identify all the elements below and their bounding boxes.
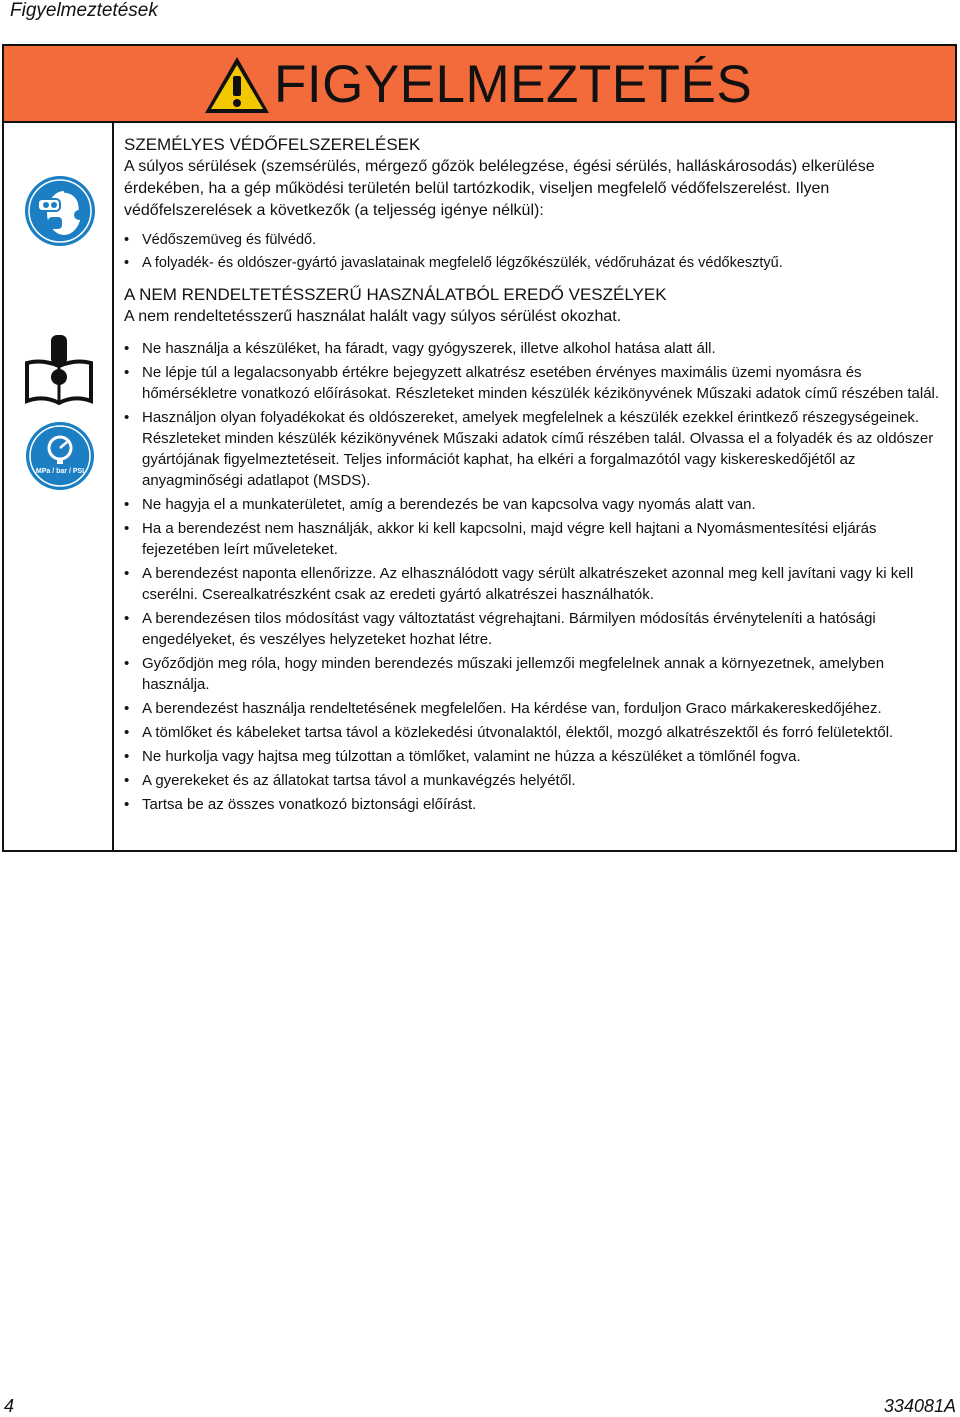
- warning-title: FIGYELMEZTETÉS: [274, 55, 753, 114]
- ppe-section-intro: A súlyos sérülések (szemsérülés, mérgező gőzök belélegzése, égési sérülés, halláskárosodás) elkerülése érdekében, ha a gép működési területén belül tartózkodik, viseljen megfelelő védőfelszerelést. Ilyen védőfelszerelések a következők (a teljesség igénye nélkül):: [124, 158, 875, 219]
- pressure-rating-icon: [25, 421, 95, 491]
- list-item: • A tömlőket és kábeleket tartsa távol a közlekedési útvonalaktól, élektől, mozgó alkatrészektől és forró felületektől.: [124, 722, 954, 743]
- warning-table: [2, 44, 957, 852]
- misuse-section: [124, 284, 954, 815]
- document-number: 334081A: [883, 1396, 956, 1416]
- warning-content: [124, 134, 954, 818]
- list-item: • Ne hurkolja vagy hajtsa meg túlzottan a tömlőket, valamint ne húzza a készüléket a tömlőnél fogva.: [124, 746, 954, 767]
- list-item: • A berendezésen tilos módosítást vagy változtatást végrehajtani. Bármilyen módosítás érvényteleníti a hatósági engedélyeket, és veszélyes helyzeteket hozhat létre.: [124, 608, 954, 650]
- misuse-section-intro: A nem rendeltetésszerű használat halált vagy súlyos sérülést okozhat.: [124, 308, 622, 325]
- list-item: • Tartsa be az összes vonatkozó biztonsági előírást.: [124, 794, 954, 815]
- misuse-section-title: A NEM RENDELTETÉSSZERŰ HASZNÁLATBÓL EREDŐ VESZÉLYEK: [124, 285, 667, 304]
- list-item: • A folyadék- és oldószer-gyártó javaslatainak megfelelő légzőkészülék, védőruházat és védőkesztyű.: [124, 253, 954, 274]
- list-item: • Ha a berendezést nem használják, akkor ki kell kapcsolni, majd végre kell hajtani a Nyomásmentesítési eljárás fejezetében leírt műveleteket.: [124, 518, 954, 560]
- list-item: • A berendezést naponta ellenőrizze. Az elhasználódott vagy sérült alkatrészeket azonnal meg kell javítani vagy ki kell cserélni. Cserealkatrészként csak az eredeti gyártó alkatrészei használhatók.: [124, 563, 954, 605]
- personal-protective-equipment-icon: [24, 175, 96, 247]
- ppe-list: [124, 230, 954, 274]
- running-header: Figyelmeztetések: [10, 0, 158, 21]
- list-item: • Védőszemüveg és fülvédő.: [124, 230, 954, 251]
- list-item: • Győződjön meg róla, hogy minden berendezés műszaki jellemzői megfelelnek annak a környezetnek, amelyben használja.: [124, 653, 954, 695]
- misuse-list: [124, 338, 954, 815]
- ppe-section: [124, 134, 954, 274]
- list-item: • Ne lépje túl a legalacsonyabb értékre bejegyzett alkatrész esetében érvényes maximális üzemi nyomásra és hőmérsékletre vonatkozó előírásokat. Részleteket minden készülék kézikönyvének Műszaki adatok című részében talál.: [124, 362, 954, 404]
- list-item: • Ne használja a készüléket, ha fáradt, vagy gyógyszerek, illetve alkohol hatása alatt áll.: [124, 338, 954, 359]
- warning-triangle-icon: [202, 54, 272, 116]
- icon-column: [4, 121, 114, 850]
- list-item: • Ne hagyja el a munkaterületet, amíg a berendezés be van kapcsolva vagy nyomás alatt van.: [124, 494, 954, 515]
- read-manual-icon: [24, 333, 94, 407]
- list-item: • A berendezést használja rendeltetésének megfelelően. Ha kérdése van, forduljon Graco márkakereskedőjéhez.: [124, 698, 954, 719]
- page-number: 4: [4, 1396, 15, 1416]
- warning-banner: [4, 46, 955, 123]
- pressure-units-label: MPa / bar / PSI: [35, 468, 85, 475]
- ppe-section-title: SZEMÉLYES VÉDŐFELSZERELÉSEK: [124, 135, 421, 154]
- list-item: • A gyerekeket és az állatokat tartsa távol a munkavégzés helyétől.: [124, 770, 954, 791]
- list-item: • Használjon olyan folyadékokat és oldószereket, amelyek megfelelnek a készülék ezekkel érintkező részegységeinek. Részleteket minden készülék kézikönyvének Műszaki adatok című részében talál. Olvassa el a folyadék és az oldószer gyártójának figyelmeztetéseit. Teljes információt kaphat, ha elkéri a forgalmazótól vagy kiskereskedőjétől az anyagminőségi adatlapot (MSDS).: [124, 407, 954, 491]
